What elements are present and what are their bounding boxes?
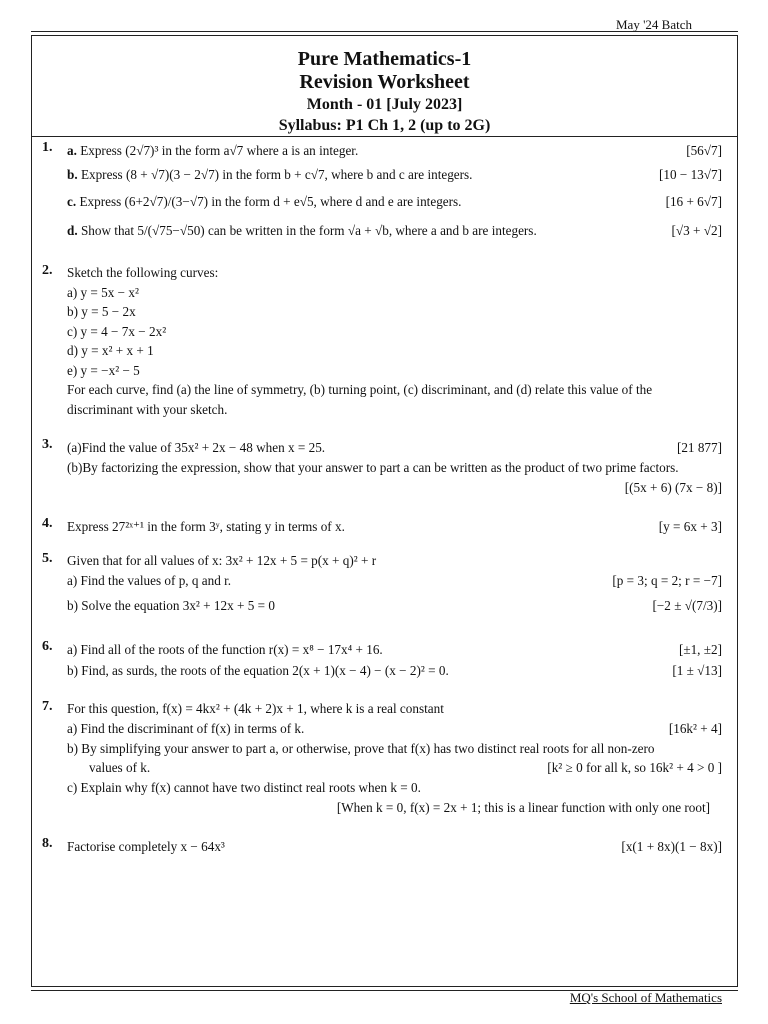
worksheet-title: Pure Mathematics-1	[297, 48, 472, 70]
question-number: 2.	[42, 263, 53, 278]
q2-item-d: d) y = x² + x + 1	[67, 343, 154, 358]
question-6	[42, 639, 722, 681]
worksheet-syllabus: Syllabus: P1 Ch 1, 2 (up to 2G)	[278, 117, 491, 134]
q3b-answer: [(5x + 6) (7x − 8)]	[624, 479, 722, 495]
top-rule	[31, 31, 738, 32]
q7c-text: c) Explain why f(x) cannot have two distinct real roots when k = 0.	[67, 780, 421, 795]
q1a-answer: [56√7]	[686, 143, 722, 158]
q8-text: Factorise completely x − 64x³	[67, 838, 225, 854]
question-number: 1.	[42, 140, 53, 155]
question-number: 7.	[42, 699, 53, 714]
q5a-text: a) Find the values of p, q and r.	[67, 573, 232, 588]
q6a-text: a) Find all of the roots of the function r(x) = x⁸ − 17x⁴ + 16.	[67, 642, 383, 657]
q2-outro: For each curve, find (a) the line of symmetry, (b) turning point, (c) discriminant, and (d) relate this value of the discriminant with your sketch.	[67, 382, 653, 417]
question-5	[42, 551, 722, 622]
worksheet-subtitle: Revision Worksheet	[299, 71, 470, 93]
question-4	[42, 516, 722, 537]
q3a-text: (a)Find the value of 35x² + 2x − 48 when x = 25.	[67, 440, 326, 455]
questions	[42, 140, 722, 857]
q7b-answer: [k² ≥ 0 for all k, so 16k² + 4 > 0 ]	[547, 760, 722, 775]
q7c-answer: [When k = 0, f(x) = 2x + 1; this is a linear function with only one root]	[336, 799, 710, 815]
q1d-text: d. Show that 5/(√75−√50) can be written in the form √a + √b, where a and b are integers.	[67, 223, 537, 238]
q4-answer: [y = 6x + 3]	[658, 518, 722, 534]
q7b-text-cont: values of k.	[89, 760, 151, 775]
worksheet-header	[31, 48, 738, 136]
question-number: 5.	[42, 550, 53, 566]
school-footer: MQ's School of Mathematics	[569, 990, 722, 1005]
q2-item-c: c) y = 4 − 7x − 2x²	[67, 323, 167, 339]
q5a-answer: [p = 3; q = 2; r = −7]	[612, 573, 722, 588]
q6a-answer: [±1, ±2]	[678, 642, 722, 657]
question-number: 6.	[42, 639, 53, 654]
q2-item-b: b) y = 5 − 2x	[67, 304, 136, 319]
q5-intro: Given that for all values of x: 3x² + 12x + 5 = p(x + q)² + r	[67, 552, 377, 568]
q4-text: Express 27²ˣ⁺¹ in the form 3ʸ, stating y in terms of x.	[67, 518, 345, 534]
header-rule	[31, 136, 738, 137]
question-3	[42, 437, 722, 498]
q7b-text: b) By simplifying your answer to part a, or otherwise, prove that f(x) has two distinct real roots for all non-zero	[67, 740, 655, 756]
q2-item-e: e) y = −x² − 5	[67, 362, 140, 378]
q5b-text: b) Solve the equation 3x² + 12x + 5 = 0	[67, 598, 275, 613]
q1c-answer: [16 + 6√7]	[665, 194, 722, 209]
q2-intro: Sketch the following curves:	[67, 265, 219, 280]
q2-item-a: a) y = 5x − x²	[67, 284, 139, 300]
q3b-text: (b)By factorizing the expression, show that your answer to part a can be written as the product of two prime factors.	[67, 460, 679, 475]
q1b-text: b. Express (8 + √7)(3 − 2√7) in the form b + c√7, where b and c are integers.	[67, 167, 473, 182]
q1d-answer: [√3 + √2]	[671, 223, 722, 238]
worksheet-month: Month - 01 [July 2023]	[306, 96, 463, 113]
q7a-answer: [16k² + 4]	[668, 720, 722, 736]
question-number: 4.	[42, 515, 53, 531]
q1c-text: c. Express (6+2√7)/(3−√7) in the form d + e√5, where d and e are integers.	[67, 194, 462, 209]
question-1	[42, 140, 722, 245]
q8-answer: [x(1 + 8x)(1 − 8x)]	[621, 838, 722, 854]
q6b-answer: [1 ± √13]	[672, 663, 722, 678]
q3a-answer: [21 877]	[676, 440, 722, 455]
question-number: 8.	[42, 835, 53, 851]
q1a-text: a. Express (2√7)³ in the form a√7 where a is an integer.	[67, 143, 359, 158]
q6b-text: b) Find, as surds, the roots of the equation 2(x + 1)(x − 4) − (x − 2)² = 0.	[67, 663, 449, 678]
q7-intro: For this question, f(x) = 4kx² + (4k + 2)x + 1, where k is a real constant	[67, 701, 444, 716]
question-8	[42, 836, 722, 857]
batch-label: May '24 Batch	[616, 17, 692, 32]
question-2	[42, 263, 722, 419]
q1b-answer: [10 − 13√7]	[658, 167, 722, 182]
q7a-text: a) Find the discriminant of f(x) in terms of k.	[67, 720, 305, 736]
question-number: 3.	[42, 437, 53, 452]
q5b-answer: [−2 ± √(7/3)]	[652, 598, 722, 613]
question-7	[42, 699, 722, 818]
